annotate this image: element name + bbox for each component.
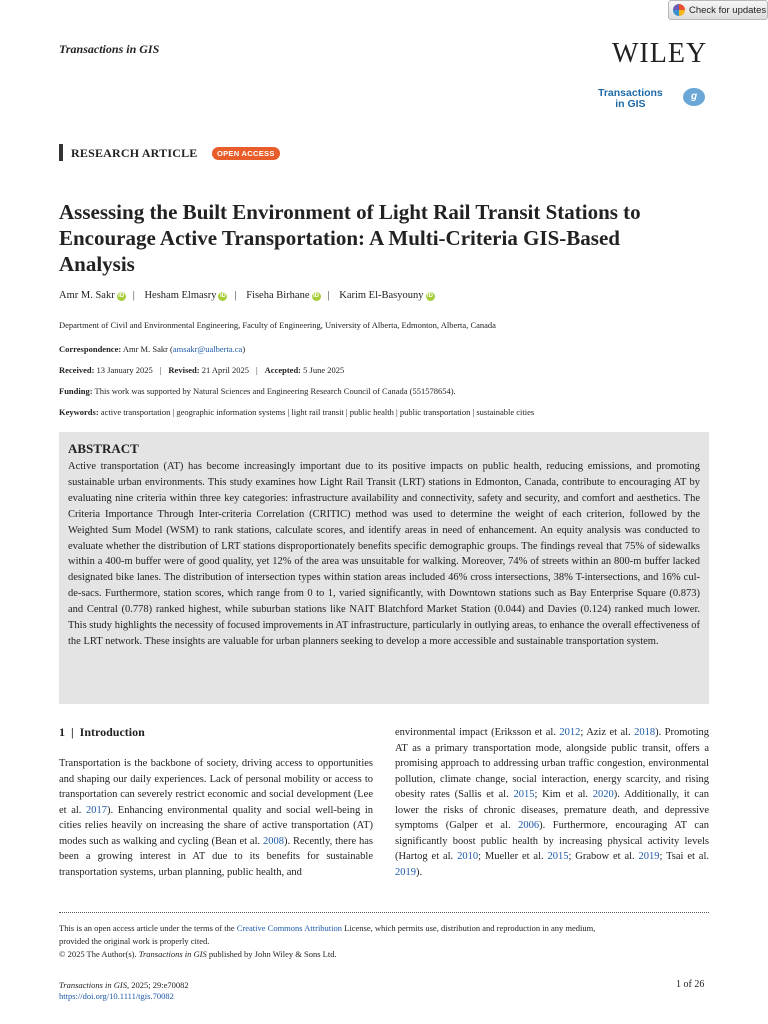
check-for-updates-label: Check for updates <box>689 4 767 16</box>
journal-logo-line1: Transactions <box>598 87 663 99</box>
funding: Funding: This work was supported by Natural Sciences and Engineering Research Council of Canada (551578654). <box>59 386 456 396</box>
abstract-heading: ABSTRACT <box>68 441 139 456</box>
article-type-bar <box>59 144 63 161</box>
orcid-icon[interactable]: iD <box>219 293 226 299</box>
citation-footer: Transactions in GIS, 2025; 29:e70082 https://doi.org/10.1111/tgis.70082 <box>59 980 189 1001</box>
article-title: Assessing the Built Environment of Light Rail Transit Stations to Encourage Active Transportation: A Multi-Criteria GIS-Based Analysis <box>59 200 641 276</box>
citation-link[interactable]: 2015 <box>513 789 535 800</box>
email-link[interactable]: amsakr@ualberta.ca <box>172 344 243 354</box>
journal-logo-line2: in GIS <box>615 98 646 110</box>
citation-link[interactable]: 2017 <box>86 804 108 816</box>
affiliation: Department of Civil and Environmental Engineering, Faculty of Engineering, University of Alberta, Edmonton, Alberta, Canada <box>59 320 496 330</box>
section-heading: 1 | Introduction <box>59 725 145 739</box>
citation-link[interactable]: 2008 <box>263 835 285 847</box>
orcid-icon[interactable]: iD <box>313 293 319 299</box>
author-list: Amr M. Sakr iD | Hesham Elmasry iD | Fiseha Birhane iD | Karim El-Basyouny iD <box>59 290 434 301</box>
author-name[interactable]: Fiseha Birhane <box>246 290 310 301</box>
orcid-icon[interactable]: iD <box>427 293 434 299</box>
open-access-badge: OPEN ACCESS <box>212 147 280 160</box>
body-column-right: environmental impact (Eriksson et al. 2012; Aziz et al. 2018). Promoting AT as a primary transportation mode, alongside public transit, offers a promising approach to addressing urban traffic congestion, environmental pollution, climate change, social interaction, energy scarcity, and rising obesity rates (Sallis et al. 2015; Kim et al. 2020). Additionally, it can lower the risks of chronic diseases, premature death, and depressive symptoms (Galper et al. 2006). Furthermore, encouraging AT can significantly boost public health by increasing physical activity levels (Hartog et al. 2010; Mueller et al. 2015; Grabow et al. 2019; Tsai et al. 2019). <box>395 727 709 878</box>
citation-link[interactable]: 2018 <box>634 727 656 738</box>
publisher-logo: WILEY <box>612 38 708 69</box>
citation-link[interactable]: 2010 <box>457 851 479 862</box>
doi-link[interactable]: https://doi.org/10.1111/tgis.70082 <box>59 991 174 1001</box>
citation-link[interactable]: 2006 <box>518 820 540 831</box>
citation-link[interactable]: 2019 <box>638 851 660 862</box>
author-name[interactable]: Hesham Elmasry <box>144 290 217 301</box>
citation-link[interactable]: 2012 <box>559 727 581 738</box>
journal-logo <box>598 88 663 110</box>
body-column-left: Transportation is the backbone of society, driving access to opportunities and shaping our daily experiences. Lack of personal mobility or access to transportation can severely restrict economic and social development (Lee et al. 2017). Enhancing environmental quality and social well-being in cities relies heavily on increasing the share of active transportation (AT) modes such as walking and cycling (Bean et al. 2008). Recently, there has been a growing interest in AT due to its benefits for sustainable transportation systems, urban planning, public health, and <box>59 758 373 878</box>
citation-link[interactable]: 2020 <box>592 789 614 800</box>
orcid-icon[interactable]: iD <box>118 293 125 299</box>
journal-logo-badge: g <box>683 88 705 106</box>
check-for-updates-button[interactable] <box>668 0 768 20</box>
citation-link[interactable]: 2019 <box>395 866 416 878</box>
license-link[interactable]: Creative Commons Attribution <box>236 923 343 933</box>
article-type-label: RESEARCH ARTICLE <box>71 146 198 160</box>
keywords: Keywords: active transportation | geographic information systems | light rail transit | public health | public transportation | sustainable cities <box>59 407 535 417</box>
footnote-divider <box>59 912 709 913</box>
crossmark-icon <box>673 4 685 16</box>
abstract-text: Active transportation (AT) has become increasingly important due to its positive impacts on public health, reducing emissions, and promoting sustainable urban environments. This study examines how Light Rail Transit (LRT) stations in Edmonton, Canada, contribute to encouraging AT by evaluating nine criteria within three key categories: infrastructure availability and connectivity, safety and security, and comfort and aesthetics. The Criteria Importance Through Inter-criteria Correlation (CRITIC) method was used to determine the weight of each criterion, followed by the Weighted Sum Model (WSM) to rank stations, calculate scores, and identify areas in need of enhancement. An equity analysis was conducted to evaluate whether the distribution of LRT stations disproportionately benefits specific demographic groups. The findings reveal that 75% of sidewalks within a 400-m buffer were of good quality, yet 12% of the area was unsuitable for walking. Moreover, 74% of streets within an 800-m buffer lacked designated bike lanes. The distribution of intersection types within station areas included 46% cross intersections, 38% T-intersections, and 16% cul-de-sacs. Furthermore, station scores, which range from 0 to 1, varied significantly, with Downtown stations such as Bay Enterprise Square (0.873) and Central (0.778) ranked highest, while suburban stations like NAIT Blatchford Market Station (0.044) and Davies (0.124) ranked much lower. This study highlights the necessity of focused improvements in AT infrastructure, particularly in outlying areas, to enhance the overall effectiveness of the LRT network. These insights are valuable for urban planners seeking to develop a more accessible and sustainable transportation system. <box>68 461 700 647</box>
correspondence: Correspondence: Amr M. Sakr (amsakr@ualberta.ca) <box>59 344 246 354</box>
author-name[interactable]: Amr M. Sakr <box>59 290 115 301</box>
article-dates: Received: 13 January 2025 | Revised: 21 April 2025 | Accepted: 5 June 2025 <box>59 365 345 375</box>
journal-name-header: Transactions in GIS <box>59 42 160 56</box>
author-name[interactable]: Karim El-Basyouny <box>339 290 424 301</box>
citation-link[interactable]: 2015 <box>547 851 569 862</box>
page-number: 1 of 26 <box>676 979 705 990</box>
license-note: This is an open access article under the terms of the Creative Commons Attribution License, which permits use, distribution and reproduction in any medium, provided the original work is properly cited. © 2025 The Author(s). Transactions in GIS published by John Wiley & Sons Ltd. <box>59 923 596 959</box>
